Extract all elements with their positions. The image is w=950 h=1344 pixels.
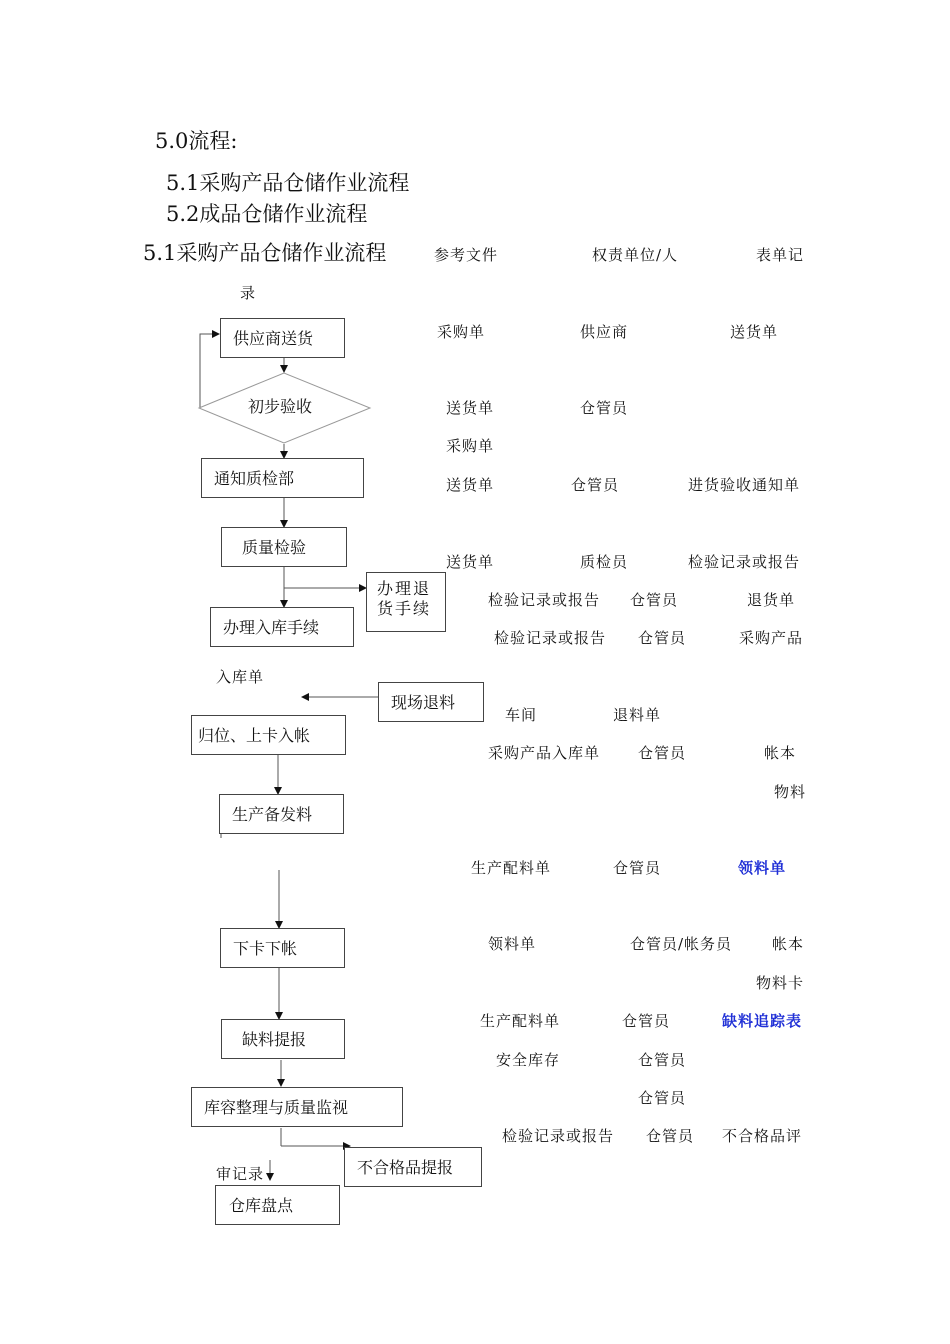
r3-ref: 送货单	[446, 476, 495, 494]
r6-ref: 检验记录或报告	[494, 629, 607, 647]
r11-ref: 生产配料单	[480, 1012, 561, 1030]
section-heading-5-1: 5.1采购产品仓储作业流程	[166, 171, 410, 195]
r8-form: 帐本	[764, 744, 797, 762]
step-return-proc: 办理退货手续	[366, 572, 446, 632]
r9-resp: 仓管员	[613, 859, 662, 877]
r1-resp: 供应商	[580, 323, 629, 341]
r3-form: 进货验收通知单	[688, 476, 801, 494]
r12-ref: 安全库存	[496, 1051, 561, 1069]
step-prod-prep: 生产备发料	[219, 794, 344, 834]
r5-form: 退货单	[747, 591, 796, 609]
r5-ref: 检验记录或报告	[488, 591, 601, 609]
step-storage-proc: 办理入库手续	[210, 607, 354, 647]
step-onsite-return: 现场退料	[378, 682, 484, 722]
col-header-form-cont: 录	[240, 284, 257, 302]
step-notify-qc: 通知质检部	[201, 458, 364, 498]
r7-ref: 车间	[505, 706, 538, 724]
flow-title: 5.1采购产品仓储作业流程	[143, 241, 387, 265]
r11-form: 缺料追踪表	[722, 1012, 803, 1030]
step-nonconform: 不合格品提报	[344, 1147, 482, 1187]
r7-resp: 退料单	[613, 706, 662, 724]
r2b-ref: 采购单	[446, 437, 495, 455]
step-stocktake: 仓库盘点	[215, 1185, 340, 1225]
r14-ref: 检验记录或报告	[502, 1127, 615, 1145]
r1-ref: 采购单	[437, 323, 486, 341]
r2-ref: 送货单	[446, 399, 495, 417]
r14-form: 不合格品评	[722, 1127, 803, 1145]
r4-form: 检验记录或报告	[688, 553, 801, 571]
col-header-form: 表单记	[756, 246, 805, 264]
r3-resp: 仓管员	[571, 476, 620, 494]
col-header-ref: 参考文件	[434, 246, 499, 264]
r12-resp: 仓管员	[638, 1051, 687, 1069]
r9-ref: 生产配料单	[471, 859, 552, 877]
r14b-form: 审记录	[216, 1165, 265, 1183]
r5-resp: 仓管员	[630, 591, 679, 609]
r10-ref: 领料单	[488, 935, 537, 953]
r6-form: 采购产品	[739, 629, 804, 647]
r14-resp: 仓管员	[646, 1127, 695, 1145]
step-card-down: 下卡下帐	[220, 928, 345, 968]
r10b-form: 物料卡	[756, 974, 805, 992]
r11-resp: 仓管员	[622, 1012, 671, 1030]
r6-resp: 仓管员	[638, 629, 687, 647]
step-supplier-delivery: 供应商送货	[220, 318, 345, 358]
r13-resp: 仓管员	[638, 1089, 687, 1107]
r10-resp: 仓管员/帐务员	[630, 935, 733, 953]
r8b-form: 物料	[774, 783, 807, 801]
section-heading-5-2: 5.2成品仓储作业流程	[166, 202, 368, 226]
r9-form: 领料单	[738, 859, 787, 877]
r1-form: 送货单	[730, 323, 779, 341]
r4-ref: 送货单	[446, 553, 495, 571]
step-warehouse-mgmt: 库容整理与质量监视	[191, 1087, 403, 1127]
section-heading-5-0: 5.0流程:	[155, 129, 238, 153]
r8-resp: 仓管员	[638, 744, 687, 762]
r4-resp: 质检员	[580, 553, 629, 571]
r6b-form: 入库单	[216, 668, 265, 686]
r2-resp: 仓管员	[580, 399, 629, 417]
r10-form: 帐本	[772, 935, 805, 953]
step-shelve: 归位、上卡入帐	[191, 715, 346, 755]
r8-ref: 采购产品入库单	[488, 744, 601, 762]
step-initial-check: 初步验收	[248, 397, 313, 416]
step-shortage: 缺料提报	[221, 1019, 345, 1059]
step-quality-inspect: 质量检验	[221, 527, 347, 567]
col-header-resp: 权责单位/人	[592, 246, 679, 264]
